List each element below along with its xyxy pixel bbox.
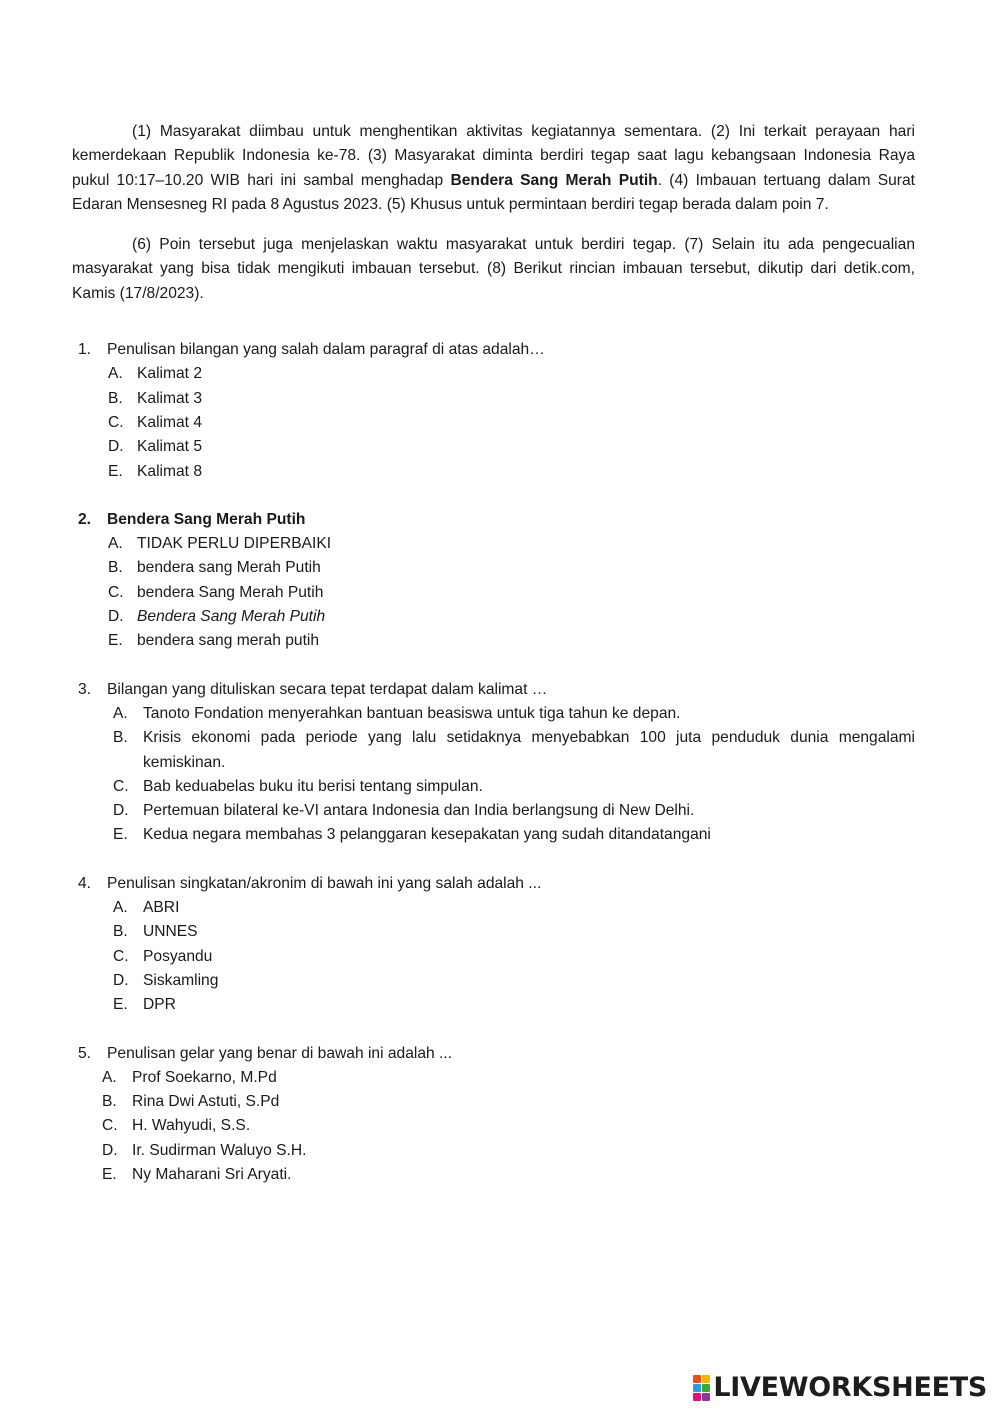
option-text: Siskamling (143, 971, 219, 989)
option-letter: A. (113, 704, 128, 722)
question-text: Penulisan bilangan yang salah dalam paragraf di atas adalah… (107, 341, 545, 359)
option-letter: A. (108, 535, 123, 553)
option-b[interactable] (72, 726, 915, 775)
option-letter: E. (102, 1165, 117, 1183)
option-letter: D. (102, 1141, 118, 1159)
option-letter: C. (108, 583, 124, 601)
passage-text: . (4) Imbauan tertuang dalam Surat Edaran Mensesneg RI pada 8 Agustus 2023. (5) Khusus untuk permintaan berdiri tegap berada dalam poin 7. (72, 171, 915, 213)
option-letter: E. (113, 996, 128, 1014)
option-e[interactable] (72, 993, 915, 1017)
option-letter: A. (102, 1068, 117, 1086)
option-e[interactable] (72, 460, 915, 484)
option-d[interactable] (72, 435, 915, 459)
option-text: ABRI (143, 899, 180, 917)
option-text: Kalimat 4 (137, 413, 203, 431)
option-list (72, 532, 915, 653)
option-letter: C. (113, 777, 129, 795)
option-text: Pertemuan bilateral ke-VI antara Indonesia dan India berlangsung di New Delhi. (143, 802, 695, 820)
question-number: 2. (78, 510, 92, 528)
option-text: Bab keduabelas buku itu berisi tentang simpulan. (143, 777, 483, 795)
option-list (72, 896, 915, 1017)
option-e[interactable] (72, 629, 915, 653)
option-a[interactable] (72, 896, 915, 920)
passage-paragraph-1 (72, 120, 915, 217)
liveworksheets-logo (693, 1372, 987, 1403)
question-number: 1. (78, 341, 92, 359)
option-d[interactable] (72, 799, 915, 823)
option-letter: A. (113, 899, 128, 917)
option-list (72, 362, 915, 483)
option-text: Rina Dwi Astuti, S.Pd (132, 1093, 280, 1111)
question-text: Bilangan yang dituliskan secara tepat terdapat dalam kalimat … (107, 680, 548, 698)
option-text: Kalimat 2 (137, 365, 203, 383)
option-b[interactable] (72, 920, 915, 944)
question-text: Penulisan singkatan/akronim di bawah ini yang salah adalah ... (107, 874, 542, 892)
option-b[interactable] (72, 387, 915, 411)
logo-icon (693, 1375, 710, 1401)
option-letter: E. (108, 462, 123, 480)
option-letter: C. (108, 413, 124, 431)
option-text: Posyandu (143, 947, 213, 965)
option-list (72, 702, 915, 848)
worksheet-page (72, 120, 915, 1187)
question-number: 5. (78, 1044, 92, 1062)
option-letter: B. (113, 923, 128, 941)
option-a[interactable] (72, 702, 915, 726)
option-c[interactable] (72, 945, 915, 969)
option-d[interactable] (72, 605, 915, 629)
option-a[interactable] (72, 532, 915, 556)
option-letter: A. (108, 365, 123, 383)
question-text: Bendera Sang Merah Putih (107, 510, 306, 528)
option-text: Kalimat 5 (137, 438, 203, 456)
option-e[interactable] (72, 1163, 915, 1187)
question-number: 3. (78, 680, 92, 698)
question-1 (72, 338, 915, 484)
option-c[interactable] (72, 581, 915, 605)
option-text: Ir. Sudirman Waluyo S.H. (132, 1141, 307, 1159)
option-text: Bendera Sang Merah Putih (137, 608, 326, 626)
option-text: Krisis ekonomi pada periode yang lalu setidaknya menyebabkan 100 juta penduduk dunia mengalami kemiskinan. (143, 729, 915, 771)
option-text: DPR (143, 996, 176, 1014)
question-number: 4. (78, 874, 92, 892)
option-text: H. Wahyudi, S.S. (132, 1117, 251, 1135)
option-letter: D. (108, 608, 124, 626)
option-letter: E. (108, 632, 123, 650)
question-4 (72, 872, 915, 1018)
option-letter: D. (108, 438, 124, 456)
question-text: Penulisan gelar yang benar di bawah ini adalah ... (107, 1044, 453, 1062)
option-d[interactable] (72, 969, 915, 993)
question-5 (72, 1042, 915, 1188)
option-letter: B. (108, 559, 123, 577)
question-2 (72, 508, 915, 654)
option-letter: C. (113, 947, 129, 965)
passage-text: (1) Masyarakat diimbau untuk menghentikan aktivitas kegiatannya sementara. (2) Ini terkait perayaan hari kemerdekaan Republik Indonesia ke-78. (3) Masyarakat diminta berdiri tegap saat lagu kebangsaan Indonesia Raya pukul 10:17–10.20 WIB hari ini sambal menghadap (72, 123, 915, 189)
option-c[interactable] (72, 411, 915, 435)
option-b[interactable] (72, 1090, 915, 1114)
option-text: bendera sang merah putih (137, 632, 320, 650)
option-text: Ny Maharani Sri Aryati. (132, 1165, 292, 1183)
option-text: bendera sang Merah Putih (137, 559, 321, 577)
option-text: Kedua negara membahas 3 pelanggaran kesepakatan yang sudah ditandatangani (143, 826, 711, 844)
passage-paragraph-2: (6) Poin tersebut juga menjelaskan waktu masyarakat untuk berdiri tegap. (7) Selain itu ada pengecualian masyarakat yang bisa tidak mengikuti imbauan tersebut. (8) Berikut rincian imbauan tersebut, dikutip dari detik.com, Kamis (17/8/2023). (72, 236, 915, 302)
option-text: bendera Sang Merah Putih (137, 583, 324, 601)
option-b[interactable] (72, 556, 915, 580)
option-c[interactable] (72, 775, 915, 799)
option-letter: D. (113, 802, 129, 820)
option-text: Prof Soekarno, M.Pd (132, 1068, 277, 1086)
option-letter: B. (102, 1093, 117, 1111)
option-text: Kalimat 8 (137, 462, 203, 480)
option-text: Tanoto Fondation menyerahkan bantuan beasiswa untuk tiga tahun ke depan. (143, 704, 681, 722)
option-letter: B. (113, 729, 128, 747)
passage-bold-phrase: Bendera Sang Merah Putih (450, 171, 658, 189)
option-text: TIDAK PERLU DIPERBAIKI (137, 535, 332, 553)
option-letter: E. (113, 826, 128, 844)
option-e[interactable] (72, 823, 915, 847)
option-letter: D. (113, 971, 129, 989)
option-letter: C. (102, 1117, 118, 1135)
option-letter: B. (108, 389, 123, 407)
question-3 (72, 678, 915, 848)
option-text: Kalimat 3 (137, 389, 203, 407)
option-c[interactable] (72, 1114, 915, 1138)
logo-text: LIVEWORKSHEETS (713, 1372, 987, 1403)
option-text: UNNES (143, 923, 198, 941)
option-d[interactable] (72, 1139, 915, 1163)
option-list (72, 1066, 915, 1187)
option-a[interactable] (72, 362, 915, 386)
option-a[interactable] (72, 1066, 915, 1090)
